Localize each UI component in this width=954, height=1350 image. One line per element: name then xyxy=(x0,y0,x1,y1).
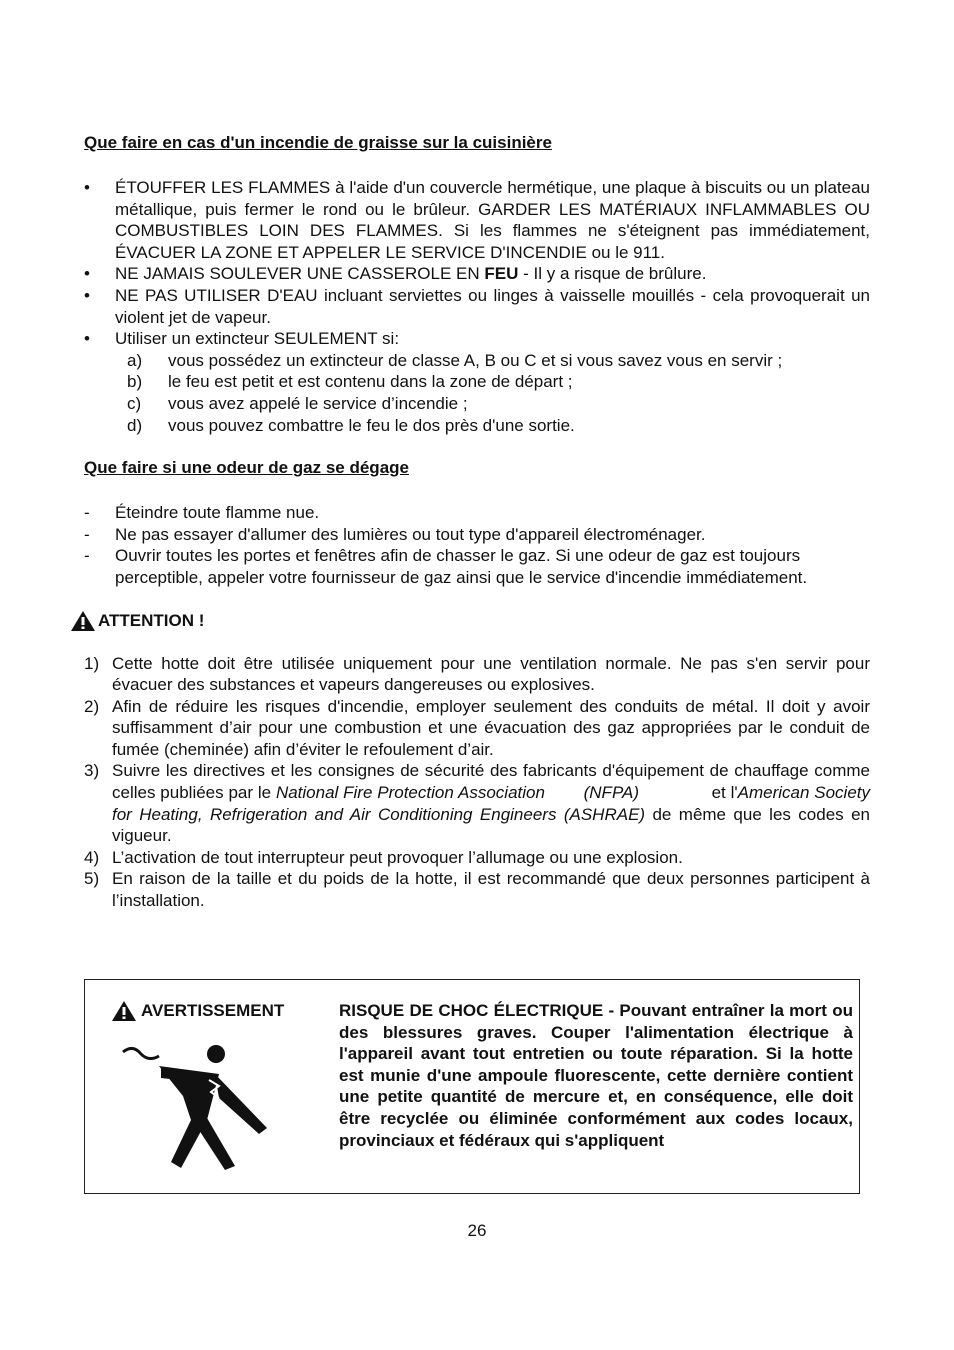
condition-item: d) vous pouvez combattre le feu le dos près d'une sortie. xyxy=(127,415,575,435)
warning-heading: AVERTISSEMENT xyxy=(111,1000,284,1022)
page-content xyxy=(84,132,870,912)
grease-fire-heading: Que faire en cas d'un incendie de graisse sur la cuisinière xyxy=(84,133,552,152)
list-item: • Utiliser un extincteur SEULEMENT si: a) vous possédez un extincteur de classe A, B ou C et si vous savez vous en servir ; b) le feu est petit et est contenu dans la zone de départ ; c) vous avez appelé le service d’incendie ; d) vous pouvez combattre le feu le dos près d'une sortie. xyxy=(84,328,870,436)
extinguisher-conditions xyxy=(115,350,870,436)
list-item: 4) L’activation de tout interrupteur peut provoquer l’allumage ou une explosion. xyxy=(84,847,683,867)
bullet-icon: • xyxy=(84,329,90,349)
page-number: 26 xyxy=(467,1221,487,1240)
warning-text: RISQUE DE CHOC ÉLECTRIQUE - Pouvant entraîner la mort ou des blessures graves. Couper l'alimentation électrique à l'appareil avant tout entretien ou toute réparation. Si la hotte est munie d'une ampoule fluorescente, cette dernière contient une petite quantité de mercure et, en conséquence, elle doit être recyclée ou éliminée conformément aux codes locaux, provinciaux et fédéraux qui s'appliquent xyxy=(339,1001,853,1150)
list-item: 3) Suivre les directives et les consignes de sécurité des fabricants d'équipement de chauffage comme celles publiées par le National Fire Protection Association (NFPA) et l'American Society for Heating, Refrigeration and Air Conditioning Engineers (ASHRAE) de même que les codes en vigueur. xyxy=(84,761,870,846)
list-item: 5) En raison de la taille et du poids de la hotte, il est recommandé que deux personnes participent à l’installation. xyxy=(84,869,870,911)
bullet-icon: • xyxy=(84,264,90,284)
list-item: - Éteindre toute flamme nue. xyxy=(84,503,320,523)
warning-box xyxy=(84,979,860,1194)
warning-triangle-icon xyxy=(111,1000,137,1022)
bullet-icon: • xyxy=(84,285,90,305)
condition-item: a) vous possédez un extincteur de classe A, B ou C et si vous savez vous en servir ; xyxy=(127,350,783,370)
electric-shock-icon xyxy=(119,1040,279,1180)
attention-list xyxy=(84,653,870,912)
grease-fire-list xyxy=(84,177,870,436)
condition-item: b) le feu est petit et est contenu dans la zone de départ ; xyxy=(127,372,573,392)
condition-item: c) vous avez appelé le service d’incendie ; xyxy=(127,393,468,413)
list-item: 1) Cette hotte doit être utilisée uniquement pour une ventilation normale. Ne pas s'en servir pour évacuer des substances et vapeurs dangereuses ou explosives. xyxy=(84,653,870,695)
list-item: • ÉTOUFFER LES FLAMMES à l'aide d'un couvercle hermétique, une plaque à biscuits ou un plateau métallique, puis fermer le rond ou le brûleur. GARDER LES MATÉRIAUX INFLAMMABLES OU COMBUSTIBLES LOIN DES FLAMMES. Si les flammes ne s'éteignent pas immédiatement, ÉVACUER LA ZONE ET APPELER LE SERVICE D'INCENDIE ou le 911. xyxy=(84,178,870,262)
warning-triangle-icon xyxy=(70,610,96,632)
attention-heading: ATTENTION ! xyxy=(84,610,870,632)
list-item: • NE PAS UTILISER D'EAU incluant serviettes ou linges à vaisselle mouillés - cela provoquerait un violent jet de vapeur. xyxy=(84,285,870,327)
list-item: - Ne pas essayer d'allumer des lumières ou tout type d'appareil électroménager. xyxy=(84,524,706,544)
bullet-icon: • xyxy=(84,178,90,197)
gas-odor-heading: Que faire si une odeur de gaz se dégage xyxy=(84,458,409,478)
gas-odor-list xyxy=(84,502,870,588)
list-item: • NE JAMAIS SOULEVER UNE CASSEROLE EN FEU - Il y a risque de brûlure. xyxy=(84,264,707,284)
list-item: - Ouvrir toutes les portes et fenêtres afin de chasser le gaz. Si une odeur de gaz est toujours perceptible, appeler votre fournisseur de gaz ainsi que le service d'incendie immédiatement. xyxy=(84,546,808,587)
list-item: 2) Afin de réduire les risques d'incendie, employer seulement des conduits de métal. Il doit y avoir suffisamment d’air pour une combustion et une évacuation des gaz appropriées par le conduit de fumée (cheminée) afin d’éviter le refoulement d’air. xyxy=(84,696,870,759)
